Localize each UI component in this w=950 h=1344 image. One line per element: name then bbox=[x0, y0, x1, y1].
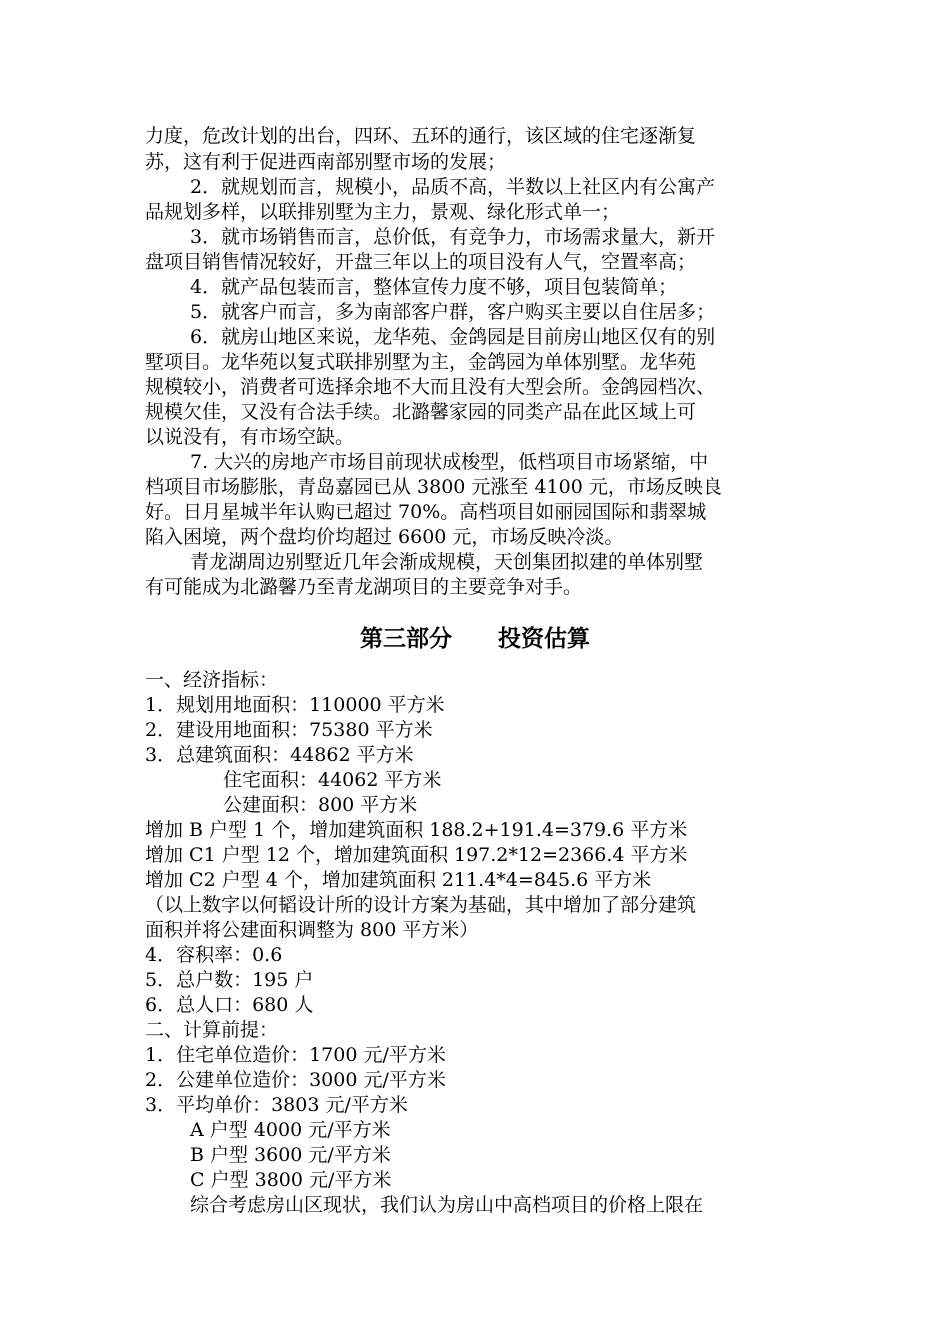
list-line: 2．建设用地面积：75380 平方米 bbox=[145, 719, 433, 741]
list-line: 6．总人口：680 人 bbox=[145, 994, 314, 1016]
list-line: 1．规划用地面积：110000 平方米 bbox=[145, 694, 445, 716]
body-line: 盘项目销售情况较好，开盘三年以上的项目没有人气，空置率高； bbox=[145, 251, 697, 273]
list-line: 增加 C1 户型 12 个，增加建筑面积 197.2*12=2366.4 平方米 bbox=[145, 844, 688, 866]
list-line: 3．总建筑面积：44862 平方米 bbox=[145, 744, 414, 766]
body-line: 以说没有，有市场空缺。 bbox=[145, 426, 355, 448]
body-line: 规模较小，消费者可选择余地不大而且没有大型会所。金鸽园档次、 bbox=[145, 376, 716, 398]
body-line: 有可能成为北潞馨乃至青龙湖项目的主要竞争对手。 bbox=[145, 576, 583, 598]
body-line: 力度，危改计划的出台，四环、五环的通行，该区域的住宅逐渐复 bbox=[145, 125, 697, 147]
section-title: 第三部分 投资估算 bbox=[360, 625, 590, 652]
list-line: 2．公建单位造价：3000 元/平方米 bbox=[145, 1069, 446, 1091]
list-line: B 户型 3600 元/平方米 bbox=[190, 1144, 391, 1166]
list-line: （以上数字以何韬设计所的设计方案为基础，其中增加了部分建筑 bbox=[145, 894, 697, 916]
body-line: 陷入困境，两个盘均价均超过 6600 元，市场反映冷淡。 bbox=[145, 526, 624, 548]
body-line: 5．就客户而言，多为南部客户群，客户购买主要以自住居多； bbox=[190, 301, 716, 323]
body-line: 墅项目。龙华苑以复式联排别墅为主，金鸽园为单体别墅。龙华苑 bbox=[145, 351, 697, 373]
body-line: 2．就规划而言，规模小，品质不高，半数以上社区内有公寓产 bbox=[190, 176, 716, 198]
list-line: 4．容积率：0.6 bbox=[145, 944, 283, 966]
list-line: 3．平均单价：3803 元/平方米 bbox=[145, 1094, 408, 1116]
list-line: 一、经济指标： bbox=[145, 669, 279, 691]
body-line: 6．就房山地区来说，龙华苑、金鸽园是目前房山地区仅有的别 bbox=[190, 326, 716, 348]
body-line: 4．就产品包装而言，整体宣传力度不够，项目包装简单； bbox=[190, 276, 678, 298]
body-line: 品规划多样，以联排别墅为主力，景观、绿化形式单一； bbox=[145, 201, 621, 223]
body-line: 青龙湖周边别墅近几年会渐成规模，天创集团拟建的单体别墅 bbox=[190, 551, 704, 573]
list-line: A 户型 4000 元/平方米 bbox=[190, 1119, 391, 1141]
list-line: 综合考虑房山区现状，我们认为房山中高档项目的价格上限在 bbox=[190, 1194, 704, 1216]
list-line: 公建面积：800 平方米 bbox=[223, 794, 418, 816]
list-line: 增加 C2 户型 4 个，增加建筑面积 211.4*4=845.6 平方米 bbox=[145, 869, 652, 891]
body-line: 3．就市场销售而言，总价低，有竞争力，市场需求量大，新开 bbox=[190, 226, 716, 248]
body-line: 档项目市场膨胀，青岛嘉园已从 3800 元涨至 4100 元，市场反映良 bbox=[145, 476, 722, 498]
body-line: 苏，这有利于促进西南部别墅市场的发展； bbox=[145, 151, 507, 173]
list-line: 面积并将公建面积调整为 800 平方米） bbox=[145, 919, 479, 941]
list-line: 住宅面积：44062 平方米 bbox=[223, 769, 442, 791]
list-line: C 户型 3800 元/平方米 bbox=[190, 1169, 392, 1191]
list-line: 二、计算前提： bbox=[145, 1019, 279, 1041]
list-line: 增加 B 户型 1 个，增加建筑面积 188.2+191.4=379.6 平方米 bbox=[145, 819, 688, 841]
body-line: 规模欠佳，又没有合法手续。北潞馨家园的同类产品在此区域上可 bbox=[145, 401, 697, 423]
list-line: 5．总户数：195 户 bbox=[145, 969, 314, 991]
body-line: 好。日月星城半年认购已超过 70%。高档项目如丽园国际和翡翠城 bbox=[145, 501, 707, 523]
body-line: 7. 大兴的房地产市场目前现状成梭型，低档项目市场紧缩，中 bbox=[190, 451, 709, 473]
list-line: 1．住宅单位造价：1700 元/平方米 bbox=[145, 1044, 446, 1066]
